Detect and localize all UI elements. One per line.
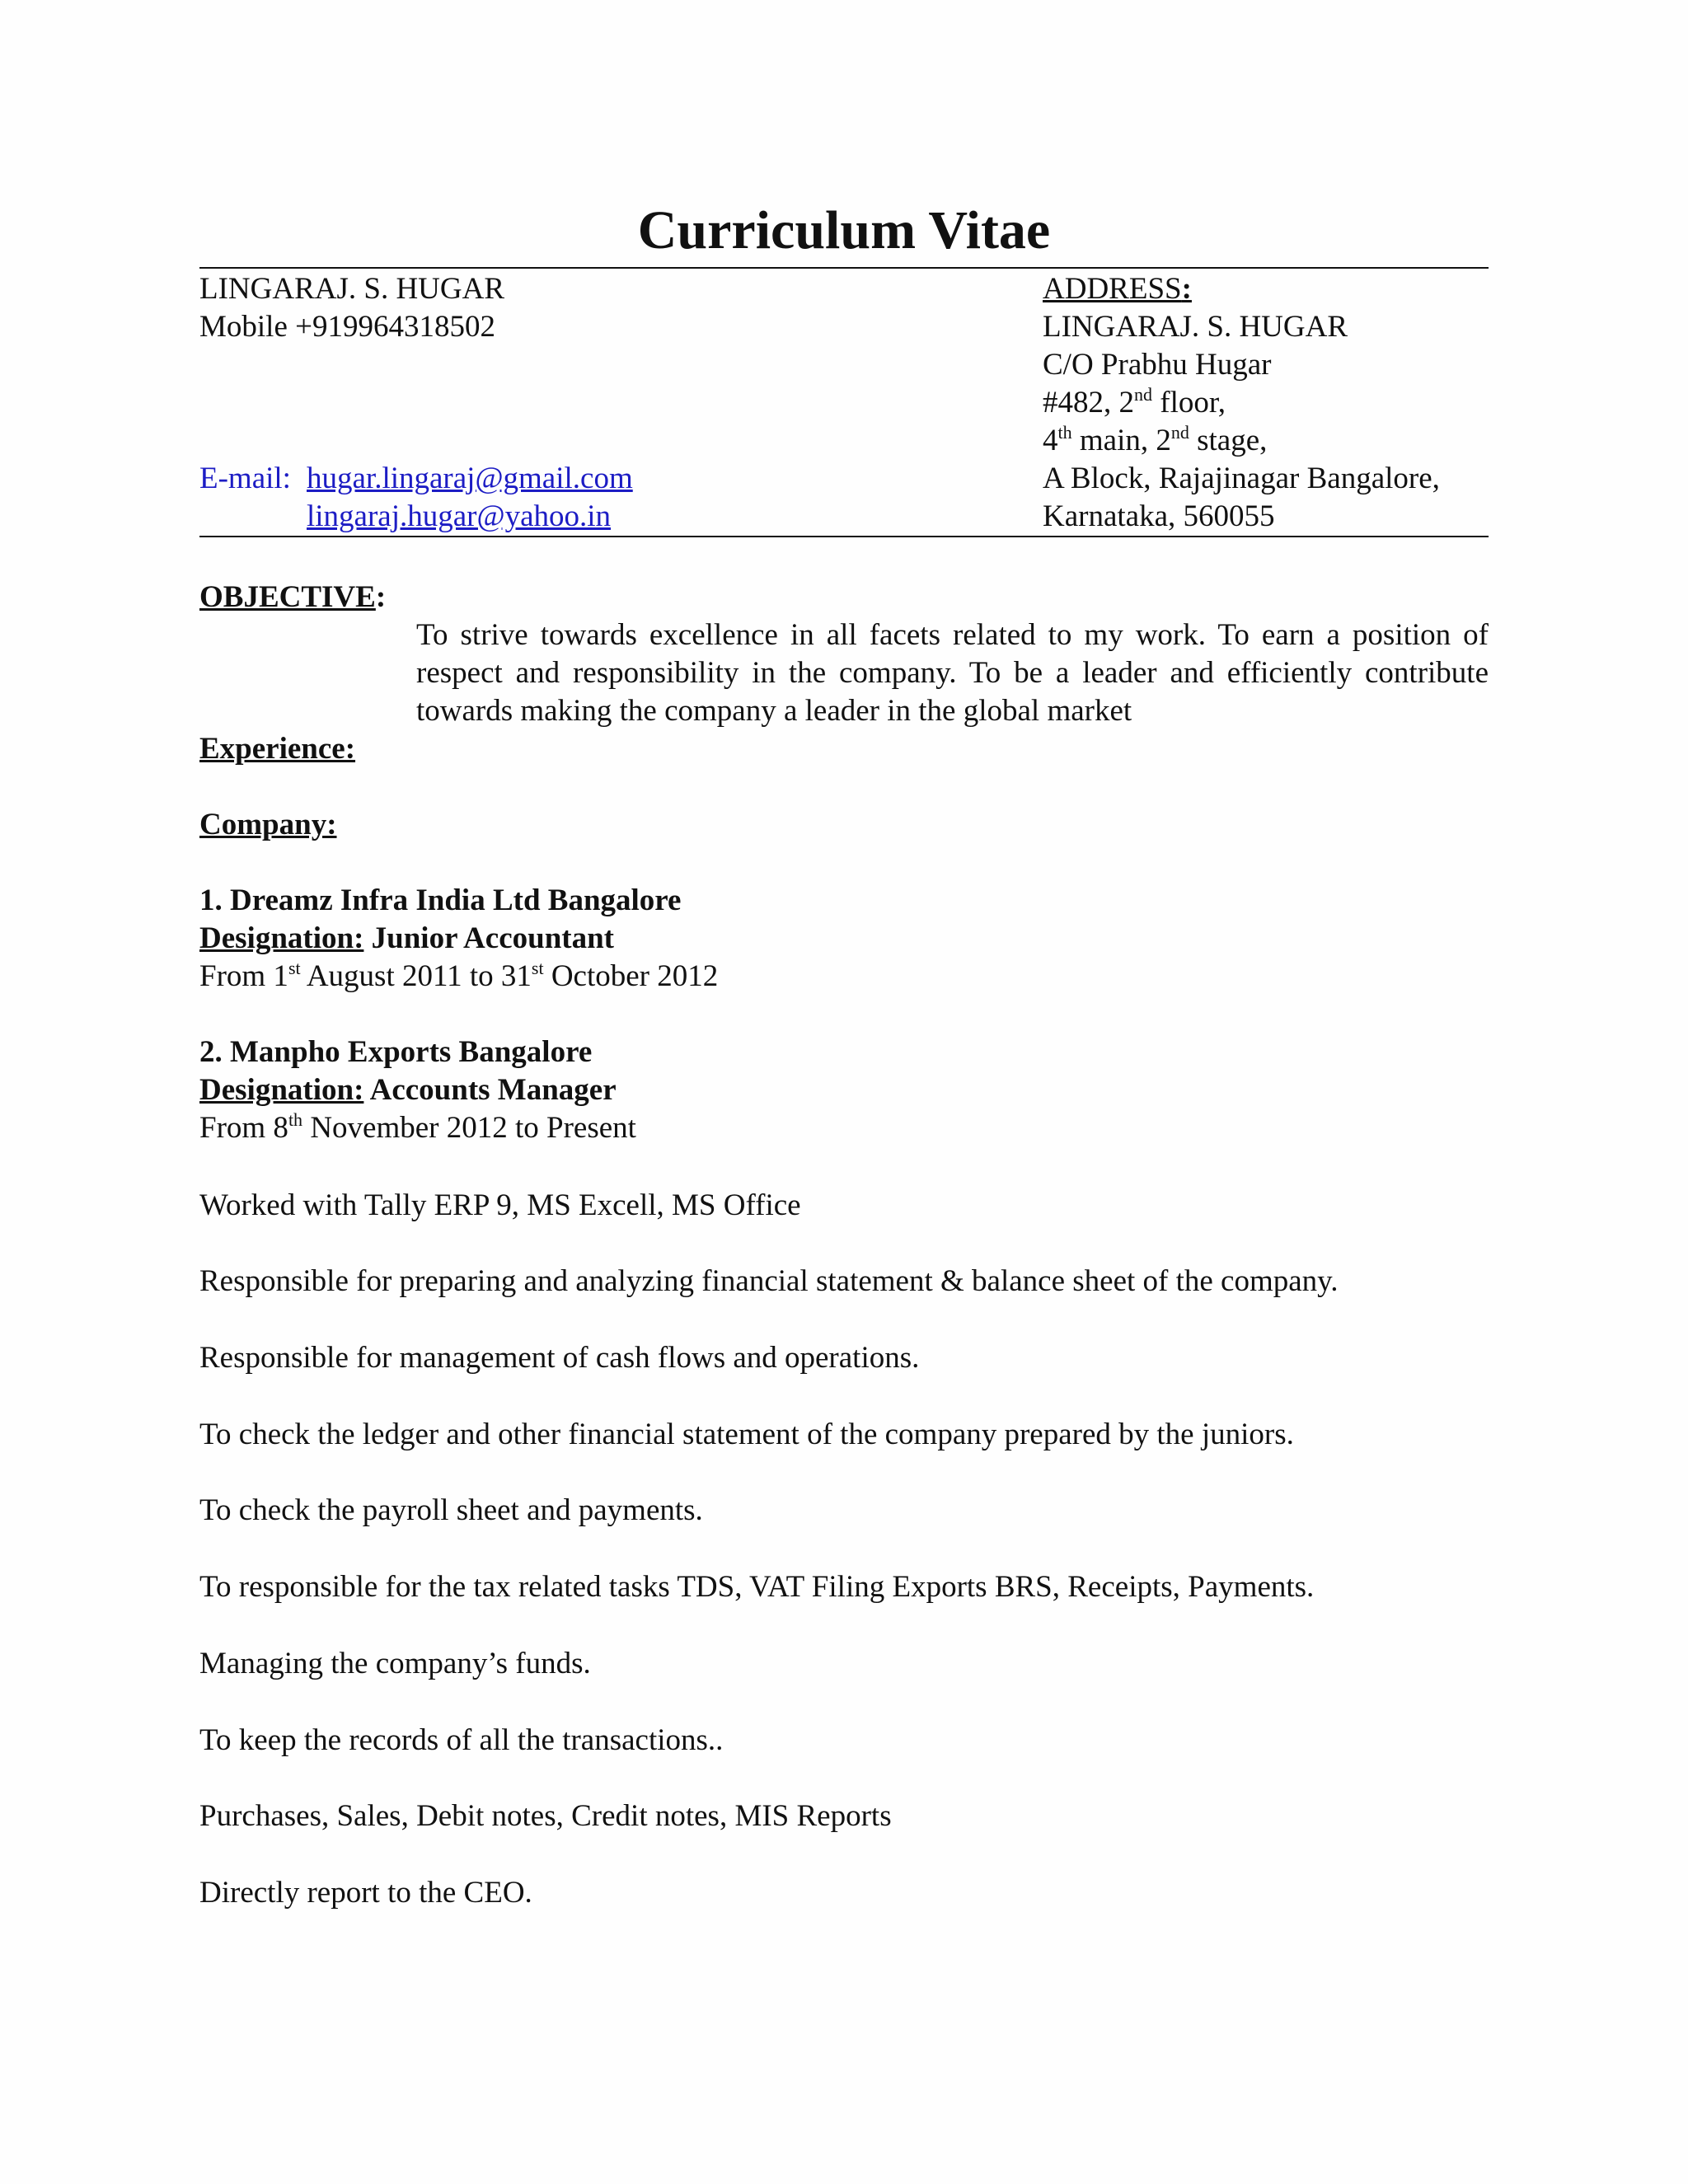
objective-heading: OBJECTIVE: (199, 580, 387, 614)
objective-text: To strive towards excellence in all facets related to my work. To earn a position of respect and responsibility in the company. To be a leader and efficiently contribute towards making the company a leader in the global market (416, 618, 1489, 728)
title-divider (199, 267, 1489, 269)
email-label: E-mail: (199, 462, 291, 495)
duty-item: Worked with Tally ERP 9, MS Excell, MS Office (199, 1188, 801, 1222)
duty-item: To keep the records of all the transactions.. (199, 1723, 724, 1757)
job-1-designation: Designation: Junior Accountant (199, 921, 614, 955)
duty-item: To responsible for the tax related tasks TDS, VAT Filing Exports BRS, Receipts, Payments. (199, 1570, 1315, 1604)
address-line-2: #482, 2nd floor, (1043, 384, 1226, 419)
email-link-primary[interactable]: hugar.lingaraj@gmail.com (307, 462, 633, 495)
duty-item: Responsible for management of cash flows and operations. (199, 1341, 920, 1375)
duty-item: Managing the company’s funds. (199, 1647, 591, 1680)
address-line-3: 4th main, 2nd stage, (1043, 422, 1268, 457)
header-divider (199, 536, 1489, 537)
address-line-5: Karnataka, 560055 (1043, 499, 1275, 533)
address-colon: : (1181, 272, 1192, 306)
job-2-company: 2. Manpho Exports Bangalore (199, 1035, 593, 1069)
company-heading: Company: (199, 808, 337, 841)
address-label: ADDRESS (1043, 272, 1182, 306)
duty-item: Purchases, Sales, Debit notes, Credit notes, MIS Reports (199, 1799, 892, 1833)
mobile-number: Mobile +919964318502 (199, 310, 495, 344)
address-name: LINGARAJ. S. HUGAR (1043, 310, 1348, 344)
page-title: Curriculum Vitae (637, 200, 1051, 260)
duty-item: To check the payroll sheet and payments. (199, 1493, 703, 1527)
address-heading (1043, 270, 1192, 308)
duty-item: To check the ledger and other financial statement of the company prepared by the juniors. (199, 1418, 1294, 1451)
job-2-period: From 8th November 2012 to Present (199, 1109, 636, 1145)
experience-heading: Experience: (199, 732, 356, 766)
job-2-designation: Designation: Accounts Manager (199, 1073, 617, 1107)
address-line-4: A Block, Rajajinagar Bangalore, (1043, 462, 1440, 495)
candidate-name: LINGARAJ. S. HUGAR (199, 272, 505, 306)
duty-item: Responsible for preparing and analyzing financial statement & balance sheet of the company. (199, 1264, 1339, 1298)
email-link-secondary[interactable]: lingaraj.hugar@yahoo.in (307, 499, 612, 533)
address-line-1: C/O Prabhu Hugar (1043, 348, 1272, 382)
duty-item: Directly report to the CEO. (199, 1876, 532, 1910)
job-1-period: From 1st August 2011 to 31st October 2012 (199, 958, 719, 993)
job-1-company: 1. Dreamz Infra India Ltd Bangalore (199, 883, 682, 917)
